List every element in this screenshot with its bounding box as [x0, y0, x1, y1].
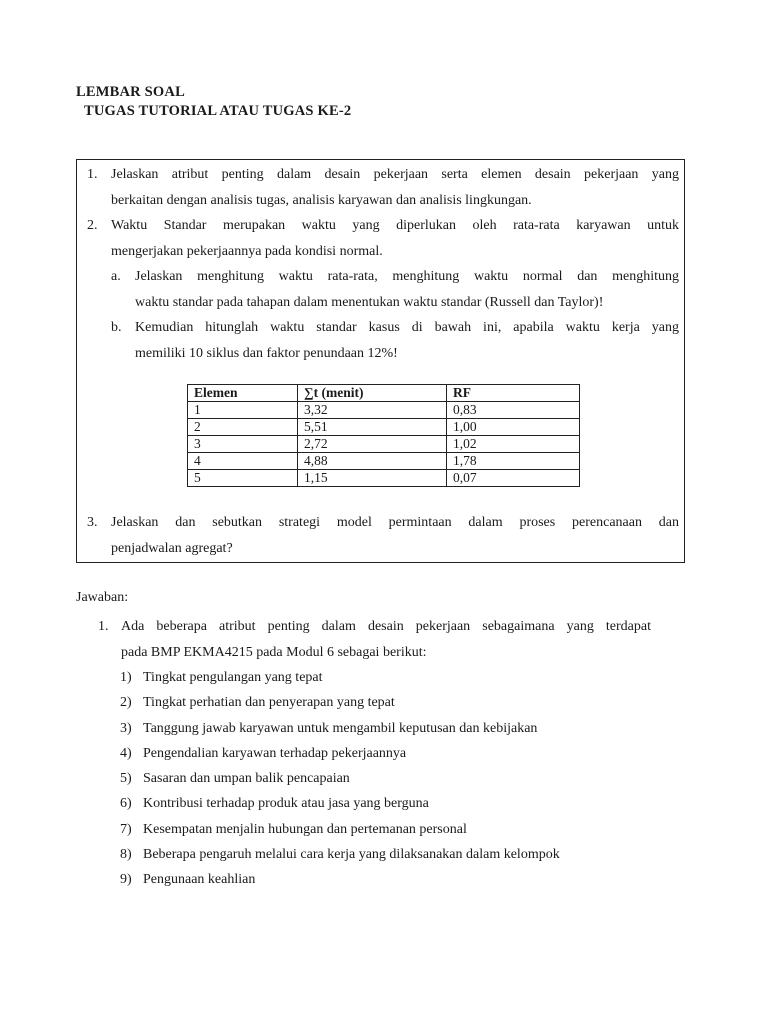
list-item-text: Tingkat pengulangan yang tepat — [143, 670, 323, 685]
question-2b-label: b. — [111, 320, 122, 335]
question-2-line-2: mengerjakan pekerjaannya pada kondisi normal. — [111, 243, 383, 259]
table-cell: 1,02 — [447, 436, 580, 453]
question-3-number: 3. — [87, 515, 98, 530]
question-1-line-1: Jelaskan atribut penting dalam desain pekerjaan serta elemen desain pekerjaan yang — [111, 167, 679, 182]
list-item-number: 1) — [120, 670, 132, 685]
list-item-number: 3) — [120, 720, 132, 736]
list-item-number: 9) — [120, 872, 132, 888]
question-1-line-2: berkaitan dengan analisis tugas, analisis karyawan dan analisis lingkungan. — [111, 192, 532, 208]
question-2b — [111, 315, 679, 366]
table-row — [188, 436, 580, 453]
table-cell: 3,32 — [298, 402, 447, 419]
question-3-line-1: Jelaskan dan sebutkan strategi model permintaan dalam proses perencanaan dan — [111, 515, 679, 530]
data-table — [187, 384, 580, 487]
question-2 — [87, 213, 679, 264]
list-item — [120, 817, 560, 842]
list-item — [120, 842, 560, 867]
table-header-cell: RF — [447, 385, 580, 402]
table-header-cell: ∑t (menit) — [298, 385, 447, 402]
list-item-number: 2) — [120, 695, 132, 711]
document-title: LEMBAR SOAL — [76, 84, 185, 100]
answer-1-line-1: Ada beberapa atribut penting dalam desain pekerjaan sebagaimana yang terdapat — [121, 619, 651, 634]
table-cell: 4 — [188, 453, 298, 470]
question-3-line-2: penjadwalan agregat? — [111, 540, 233, 556]
table-cell: 2 — [188, 419, 298, 436]
list-item — [120, 690, 560, 715]
list-item-text: Sasaran dan umpan balik pencapaian — [143, 771, 350, 787]
list-item — [120, 766, 560, 791]
document-subtitle: TUGAS TUTORIAL ATAU TUGAS KE-2 — [84, 103, 352, 119]
list-item — [120, 665, 560, 690]
question-1-number: 1. — [87, 167, 98, 182]
list-item-number: 4) — [120, 745, 132, 761]
question-2b-line-2: memiliki 10 siklus dan faktor penundaan 12%! — [135, 345, 398, 361]
question-2a-line-2: waktu standar pada tahapan dalam menentukan waktu standar (Russell dan Taylor)! — [135, 294, 604, 310]
answer-1-line-2: pada BMP EKMA4215 pada Modul 6 sebagai berikut: — [121, 644, 427, 660]
table-cell: 3 — [188, 436, 298, 453]
question-1 — [87, 162, 679, 213]
table-cell: 2,72 — [298, 436, 447, 453]
table-cell: 1 — [188, 402, 298, 419]
answer-label: Jawaban: — [76, 590, 129, 605]
list-item-number: 6) — [120, 796, 132, 812]
list-item-number: 7) — [120, 821, 132, 837]
list-item-text: Pengunaan keahlian — [143, 872, 256, 888]
list-item — [120, 791, 560, 816]
question-2-line-1: Waktu Standar merupakan waktu yang diperlukan oleh rata-rata karyawan untuk — [111, 218, 679, 233]
list-item-number: 5) — [120, 771, 132, 787]
table-row — [188, 419, 580, 436]
question-box — [76, 159, 685, 563]
list-item-number: 8) — [120, 847, 132, 863]
table-header-cell: Elemen — [188, 385, 298, 402]
list-item — [120, 741, 560, 766]
list-item-text: Beberapa pengaruh melalui cara kerja yang dilaksanakan dalam kelompok — [143, 847, 560, 863]
table-cell: 1,78 — [447, 453, 580, 470]
list-item-text: Pengendalian karyawan terhadap pekerjaannya — [143, 745, 407, 761]
list-item-text: Kontribusi terhadap produk atau jasa yang berguna — [143, 796, 429, 812]
table-row — [188, 470, 580, 487]
table-cell: 5,51 — [298, 419, 447, 436]
table-header-row — [188, 385, 580, 402]
list-item-text: Tingkat perhatian dan penyerapan yang tepat — [143, 695, 395, 711]
question-2b-line-1: Kemudian hitunglah waktu standar kasus di bawah ini, apabila waktu kerja yang — [135, 320, 679, 335]
table-cell: 0,83 — [447, 402, 580, 419]
table-cell: 1,00 — [447, 419, 580, 436]
table-row — [188, 402, 580, 419]
list-item — [120, 867, 560, 892]
question-3 — [87, 510, 679, 561]
table-cell: 5 — [188, 470, 298, 487]
table-cell: 0,07 — [447, 470, 580, 487]
answer-list — [120, 665, 560, 893]
answer-1-number: 1. — [98, 619, 109, 634]
question-2a-label: a. — [111, 269, 121, 284]
question-2-number: 2. — [87, 218, 98, 233]
question-2a — [111, 264, 679, 315]
table-cell: 4,88 — [298, 453, 447, 470]
list-item — [120, 716, 560, 741]
table-row — [188, 453, 580, 470]
question-2a-line-1: Jelaskan menghitung waktu rata-rata, menghitung waktu normal dan menghitung — [135, 269, 679, 284]
list-item-text: Kesempatan menjalin hubungan dan pertemanan personal — [143, 821, 467, 837]
table-cell: 1,15 — [298, 470, 447, 487]
list-item-text: Tanggung jawab karyawan untuk mengambil keputusan dan kebijakan — [143, 720, 538, 736]
